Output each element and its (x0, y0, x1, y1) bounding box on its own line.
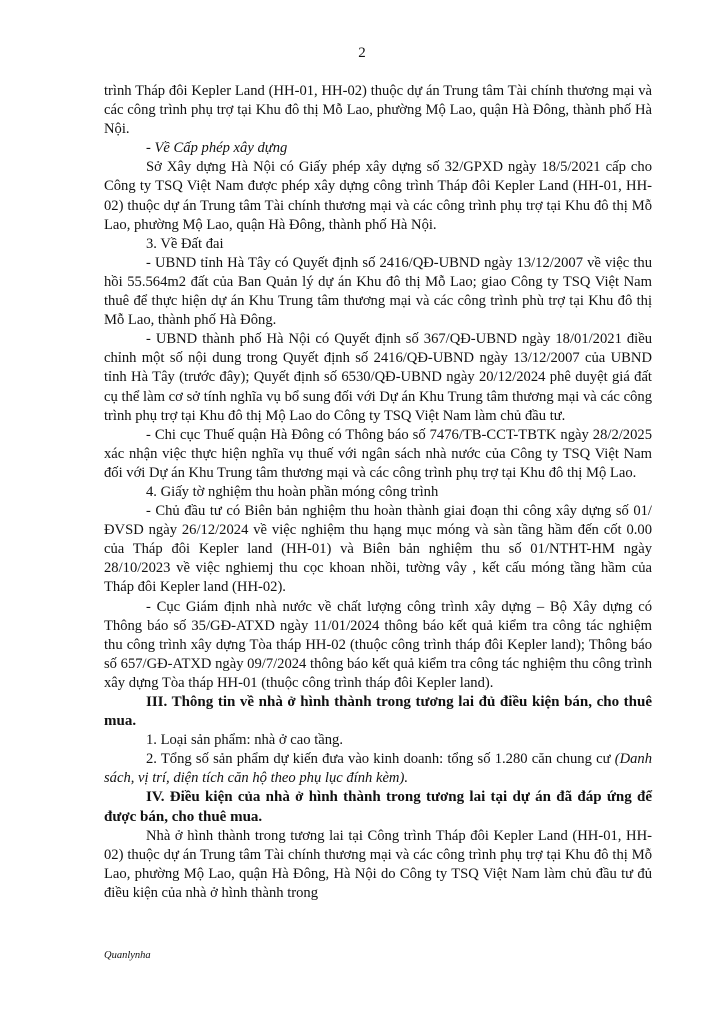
footer-label: Quanlynha (104, 950, 151, 961)
subheading-foundation-acceptance: 4. Giấy tờ nghiệm thu hoàn phần móng công trình (146, 483, 439, 500)
document-body (104, 82, 652, 903)
paragraph-land-decision-hanoi: - UBND thành phố Hà Nội có Quyết định số 367/QĐ-UBND ngày 18/01/2021 điều chỉnh một số nội dung trong Quyết định số 2416/QĐ-UBND ngày 13/12/2007 của UBND tỉnh Hà Tây (trước đây); Quyết định số 6530/QĐ-UBND ngày 20/12/2024 phê duyệt giá đất cụ thể làm cơ sở tính nghĩa vụ bổ sung đối với Dự án Khu Trung tâm thương mại và các công trình phụ trợ tại Khu đô thị Mộ Lao do Công ty TSQ Việt Nam làm chủ đầu tư. (104, 331, 652, 424)
section-heading-iv: IV. Điều kiện của nhà ở hình thành trong tương lai tại dự án đã đáp ứng để được bán, cho thuê mua. (104, 789, 652, 825)
subheading-construction-permit: - Về Cấp phép xây dựng (146, 140, 288, 157)
paragraph-tax-notice: - Chi cục Thuế quận Hà Đông có Thông báo số 7476/TB-CCT-TBTK ngày 28/2/2025 xác nhận việc thực hiện nghĩa vụ thuế với ngân sách nhà nước của Công ty TSQ Việt Nam đối với Dự án Khu Trung tâm thương mại và các công trình phụ trợ tại Khu đô thị Mộ Lao. (104, 426, 652, 481)
paragraph-acceptance-minutes: - Chủ đầu tư có Biên bản nghiệm thu hoàn thành giai đoạn thi công xây dựng số 01/ĐVSD ngày 26/12/2024 về việc nghiệm thu hạng mục móng và sàn tầng hầm đến cốt 0.00 của Tháp đôi Kepler land (HH-01) và Biên bản nghiệm thu số 01/NTHT-HM ngày 28/10/2023 về việc nghiemj thu cọc khoan nhồi, tường vây , kết cấu móng tầng hầm của Tháp đôi Kepler land (HH-02). (104, 503, 652, 596)
subheading-land: 3. Về Đất đai (146, 235, 224, 252)
product-count-text: 2. Tổng số sản phẩm dự kiến đưa vào kinh doanh: tổng số 1.280 căn chung cư (146, 751, 615, 768)
paragraph-product-count (104, 750, 652, 788)
paragraph-conditions: Nhà ở hình thành trong tương lai tại Công trình Tháp đôi Kepler Land (HH-01, HH-02) thuộc dự án Trung tâm Tài chính thương mại và các công trình phụ trợ tại Khu đô thị Mỗ Lao, phường Mộ Lao, quận Hà Đông, Hà Nội do Công ty TSQ Việt Nam làm chủ đầu tư đủ điều kiện của nhà ở hình thành trong (104, 827, 652, 901)
product-count-note: (Danh sách, vị trí, diện tích căn hộ theo phụ lục đính kèm). (104, 751, 652, 787)
paragraph-construction-permit: Sở Xây dựng Hà Nội có Giấy phép xây dựng số 32/GPXD ngày 18/5/2021 cấp cho Công ty TSQ Việt Nam được phép xây dựng công trình Tháp đôi Kepler Land (HH-01, HH-02) thuộc dự án Trung tâm Tài chính thương mại và các công trình phụ trợ tại Khu đô thị Mỗ Lao, phường Mộ Lao, quận Hà Đông, thành phố Hà Nội. (104, 159, 652, 233)
section-heading-iii: III. Thông tin về nhà ở hình thành trong tương lai đủ điều kiện bán, cho thuê mua. (104, 694, 652, 730)
paragraph-continuation: trình Tháp đôi Kepler Land (HH-01, HH-02) thuộc dự án Trung tâm Tài chính thương mại và các công trình phụ trợ tại Khu đô thị Mỗ Lao, phường Mộ Lao, quận Hà Đông, thành phố Hà Nội. (104, 83, 652, 138)
paragraph-inspection-notices: - Cục Giám định nhà nước về chất lượng công trình xây dựng – Bộ Xây dựng có Thông báo số 35/GĐ-ATXD ngày 11/01/2024 thông báo kết quả kiểm tra công tác nghiệm thu công trình xây dựng Tòa tháp HH-02 (thuộc công trình tháp đôi Kepler land); Thông báo số 657/GĐ-ATXD ngày 09/7/2024 thông báo kết quả kiểm tra công tác nghiệm thu công trình xây dựng Tòa tháp HH-01 (thuộc công trình tháp đôi Kepler land). (104, 598, 652, 691)
paragraph-product-type: 1. Loại sản phẩm: nhà ở cao tầng. (146, 732, 343, 749)
paragraph-land-decision-ha-tay: - UBND tỉnh Hà Tây có Quyết định số 2416/QĐ-UBND ngày 13/12/2007 về việc thu hồi 55.564m2 đất của Ban Quản lý dự án Khu đô thị Mỗ Lao; giao Công ty TSQ Việt Nam thuê để thực hiện dự án Khu Trung tâm thương mại và các công trình phù trợ tại Khu đô thị Mỗ Lao, thành phố Hà Đông. (104, 254, 652, 329)
page-number: 2 (358, 45, 366, 61)
